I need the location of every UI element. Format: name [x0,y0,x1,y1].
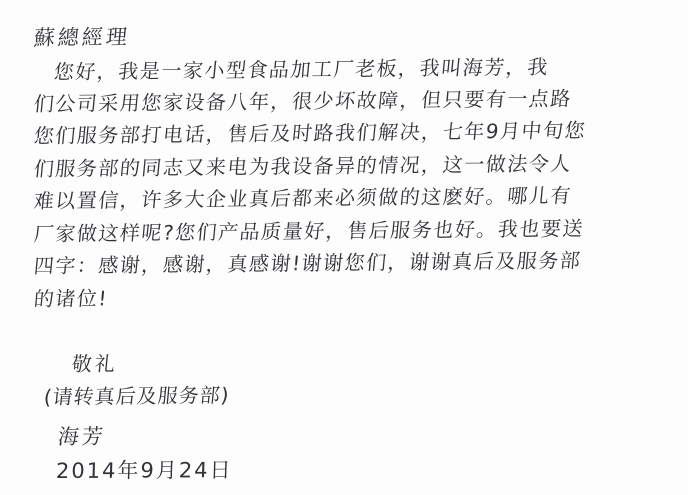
letter-closing: 敬礼 [70,351,120,376]
letter-body-line: 您好，我是一家小型食品加工厂老板，我叫海芳，我 [52,54,551,84]
letter-body-line: 您们服务部打电话，售后及时路我们解决，七年9月中旬您 [32,118,588,148]
letter-salutation: 蘇總經理 [32,24,132,50]
letter-body-line: 们服务部的同志又来电为我设备异的情况，这一做法令人 [32,151,574,181]
letter-parenthetical-note: (请转真后及服务部) [42,383,231,409]
letter-signature: 海芳 [56,424,108,449]
letter-body-line: 们公司采用您家设备八年，很少坏故障，但只要有一点路 [32,86,574,116]
letter-body-line: 难以置信，许多大企业真后都来必须做的这麽好。哪儿有 [32,183,574,213]
letter-body-line: 四字：感谢，感谢，真感谢!谢谢您们，谢谢真后及服务部 [32,248,583,278]
letter-date: 2014年9月24日 [55,458,233,483]
letter-body-line: 厂家做这样呢?您们产品质量好，售后服务也好。我也要送 [32,216,586,246]
letter-body-line: 的诸位! [32,286,110,311]
